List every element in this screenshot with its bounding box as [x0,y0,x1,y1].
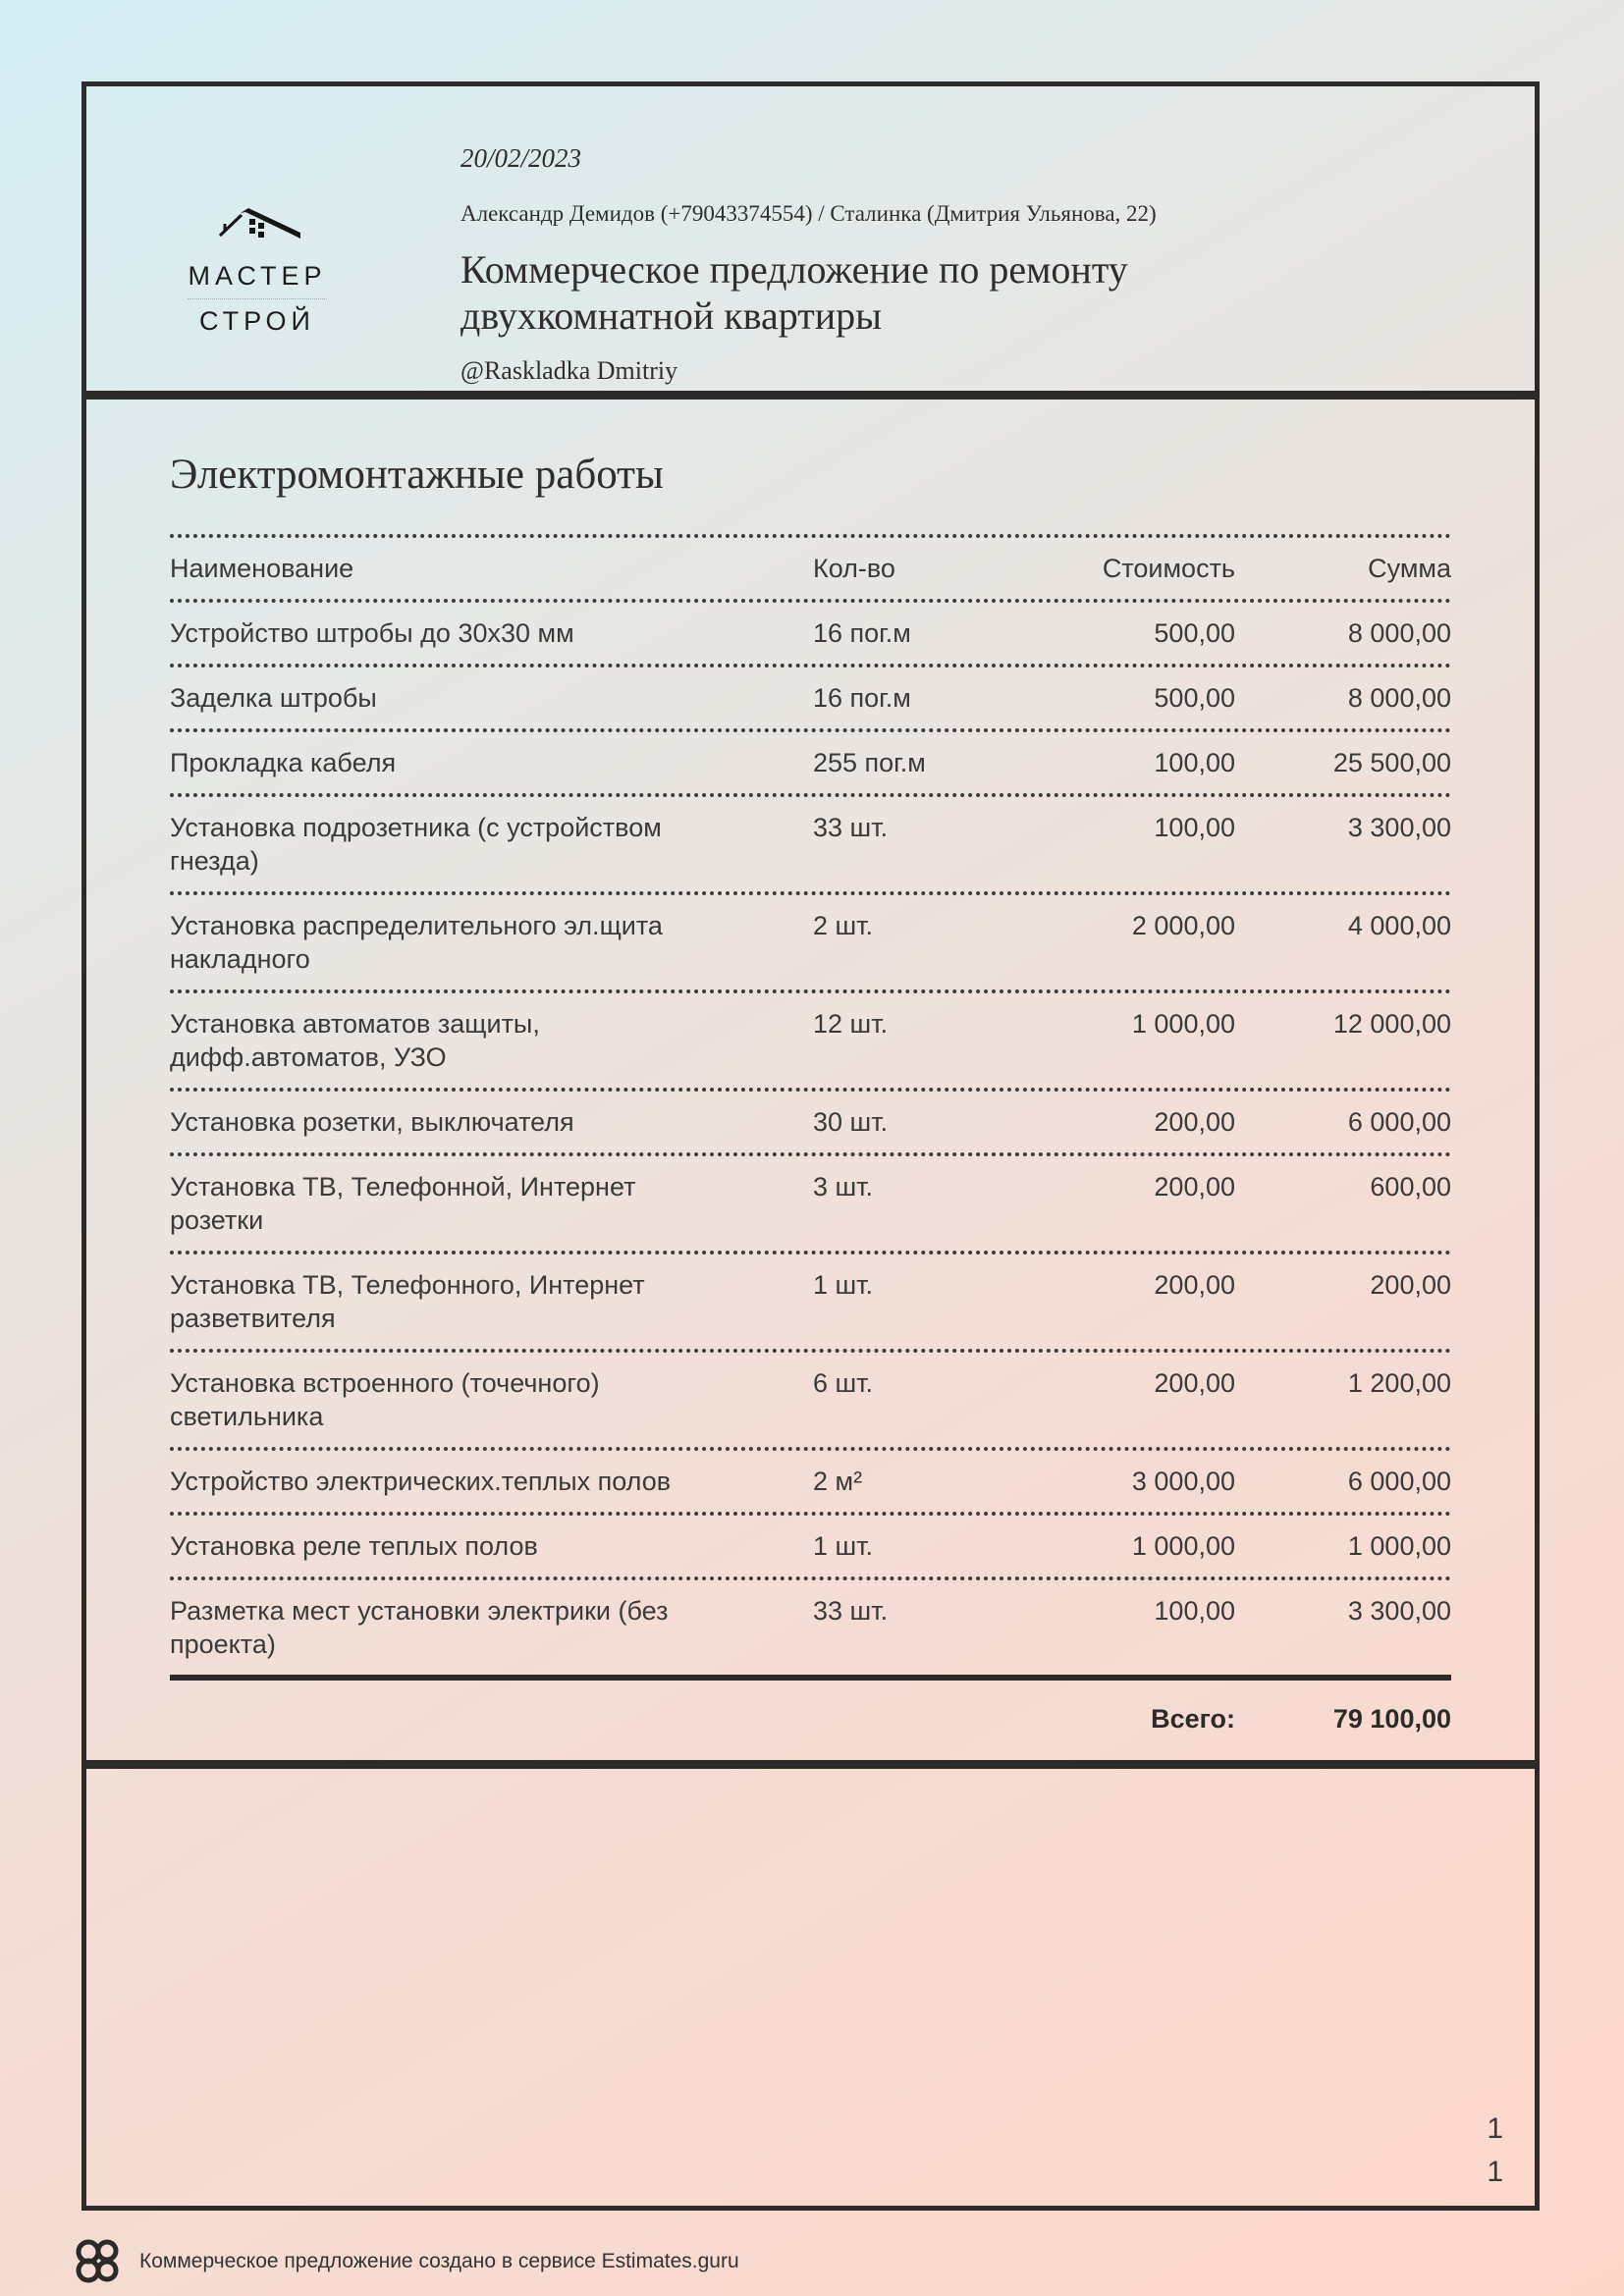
cell-qty: 33 шт. [813,813,889,842]
table-row [170,1580,1451,1675]
column-header-name: Наименование [170,554,354,583]
clover-icon [75,2238,122,2285]
table-body [170,603,1451,1675]
works-section [86,400,1535,1760]
total-row [170,1681,1451,1757]
cell-price: 200,00 [1154,1107,1235,1137]
cell-sum: 8 000,00 [1347,618,1451,648]
table-row [170,667,1451,732]
cell-qty: 16 пог.м [813,618,911,648]
cell-qty: 16 пог.м [813,683,911,713]
cell-price: 1 000,00 [1131,1009,1235,1039]
footer-service-text: Коммерческое предложение создано в сервисе Estimates.guru [139,2250,739,2272]
cell-sum: 25 500,00 [1332,748,1451,777]
cell-price: 100,00 [1154,748,1235,777]
cell-sum: 1 200,00 [1347,1368,1451,1398]
cell-qty: 1 шт. [813,1531,874,1561]
cell-qty: 2 м² [813,1467,863,1496]
page-number [1487,2108,1503,2194]
footer [75,2238,739,2285]
table-row [170,895,1451,993]
cell-qty: 255 пог.м [813,748,926,777]
cell-qty: 12 шт. [813,1009,889,1039]
cell-sum: 6 000,00 [1347,1107,1451,1137]
cell-price: 200,00 [1154,1368,1235,1398]
cell-sum: 3 300,00 [1347,1596,1451,1626]
cell-price: 200,00 [1154,1270,1235,1300]
house-roof-icon [208,202,306,255]
cell-price: 100,00 [1154,813,1235,842]
table-row [170,1353,1451,1451]
cell-name: Установка встроенного (точечного) светильника [170,1368,600,1431]
document-frame [81,81,1540,2211]
header-section [86,86,1535,391]
table-row [170,797,1451,895]
cell-price: 500,00 [1154,683,1235,713]
column-header-price: Стоимость [1102,554,1235,583]
cell-name: Заделка штробы [170,683,377,713]
page-number-current: 1 [1487,2112,1503,2145]
cell-sum: 200,00 [1370,1270,1451,1300]
document-date: 20/02/2023 [460,143,582,173]
logo-word-master: МАСТЕР [188,261,326,299]
header-text-block [460,106,1157,391]
logo-word-stroy: СТРОЙ [199,306,315,336]
cell-price: 100,00 [1154,1596,1235,1626]
cell-price: 500,00 [1154,618,1235,648]
cell-sum: 4 000,00 [1347,911,1451,940]
cell-sum: 3 300,00 [1347,813,1451,842]
cell-sum: 6 000,00 [1347,1467,1451,1496]
cell-sum: 1 000,00 [1347,1531,1451,1561]
cell-name: Прокладка кабеля [170,748,397,777]
table-row [170,1451,1451,1516]
cell-price: 3 000,00 [1131,1467,1235,1496]
section-divider [86,1760,1535,1769]
section-divider [86,391,1535,400]
cell-qty: 1 шт. [813,1270,874,1300]
cell-name: Установка розетки, выключателя [170,1107,574,1137]
total-value: 79 100,00 [1332,1704,1451,1734]
column-header-qty: Кол-во [813,554,895,583]
cell-name: Установка распределительного эл.щита накладного [170,911,663,974]
column-header-sum: Сумма [1368,554,1451,583]
cell-sum: 12 000,00 [1332,1009,1451,1039]
cell-name: Разметка мест установки электрики (без проекта) [170,1596,669,1659]
table-row [170,1156,1451,1255]
cell-sum: 600,00 [1370,1172,1451,1201]
cell-name: Установка автоматов защиты, дифф.автоматов, УЗО [170,1009,540,1072]
notes-section [86,1769,1535,2206]
cell-name: Установка реле теплых полов [170,1531,538,1561]
cell-qty: 30 шт. [813,1107,889,1137]
cell-name: Установка ТВ, Телефонной, Интернет розетки [170,1172,636,1235]
cell-name: Установка подрозетника (с устройством гнезда) [170,813,662,876]
table-row [170,1092,1451,1156]
table-row [170,732,1451,797]
table-row [170,1255,1451,1353]
cell-name: Установка ТВ, Телефонного, Интернет разветвителя [170,1270,645,1333]
contact-line: Александр Демидов (+79043374554) / Сталинка (Дмитрия Ульянова, 22) [460,201,1157,226]
section-title: Электромонтажные работы [170,452,664,498]
cell-qty: 3 шт. [813,1172,874,1201]
cell-qty: 2 шт. [813,911,874,940]
cell-qty: 33 шт. [813,1596,889,1626]
company-logo [131,106,384,391]
cell-price: 2 000,00 [1131,911,1235,940]
total-label: Всего: [1151,1704,1235,1734]
table-row [170,993,1451,1092]
cell-qty: 6 шт. [813,1368,874,1398]
table-row [170,1516,1451,1580]
page-number-total: 1 [1487,2156,1503,2188]
cell-name: Устройство штробы до 30х30 мм [170,618,574,648]
table-row [170,603,1451,667]
page-title [460,246,1157,339]
cell-price: 1 000,00 [1131,1531,1235,1561]
cell-price: 200,00 [1154,1172,1235,1201]
author-handle: @Raskladka Dmitriy [460,356,678,386]
page-title-line1: Коммерческое предложение по ремонту [460,247,1128,292]
cell-sum: 8 000,00 [1347,683,1451,713]
table-header-row [170,534,1451,603]
cell-name: Устройство электрических.теплых полов [170,1467,672,1496]
page-title-line2: двухкомнатной квартиры [460,294,883,339]
